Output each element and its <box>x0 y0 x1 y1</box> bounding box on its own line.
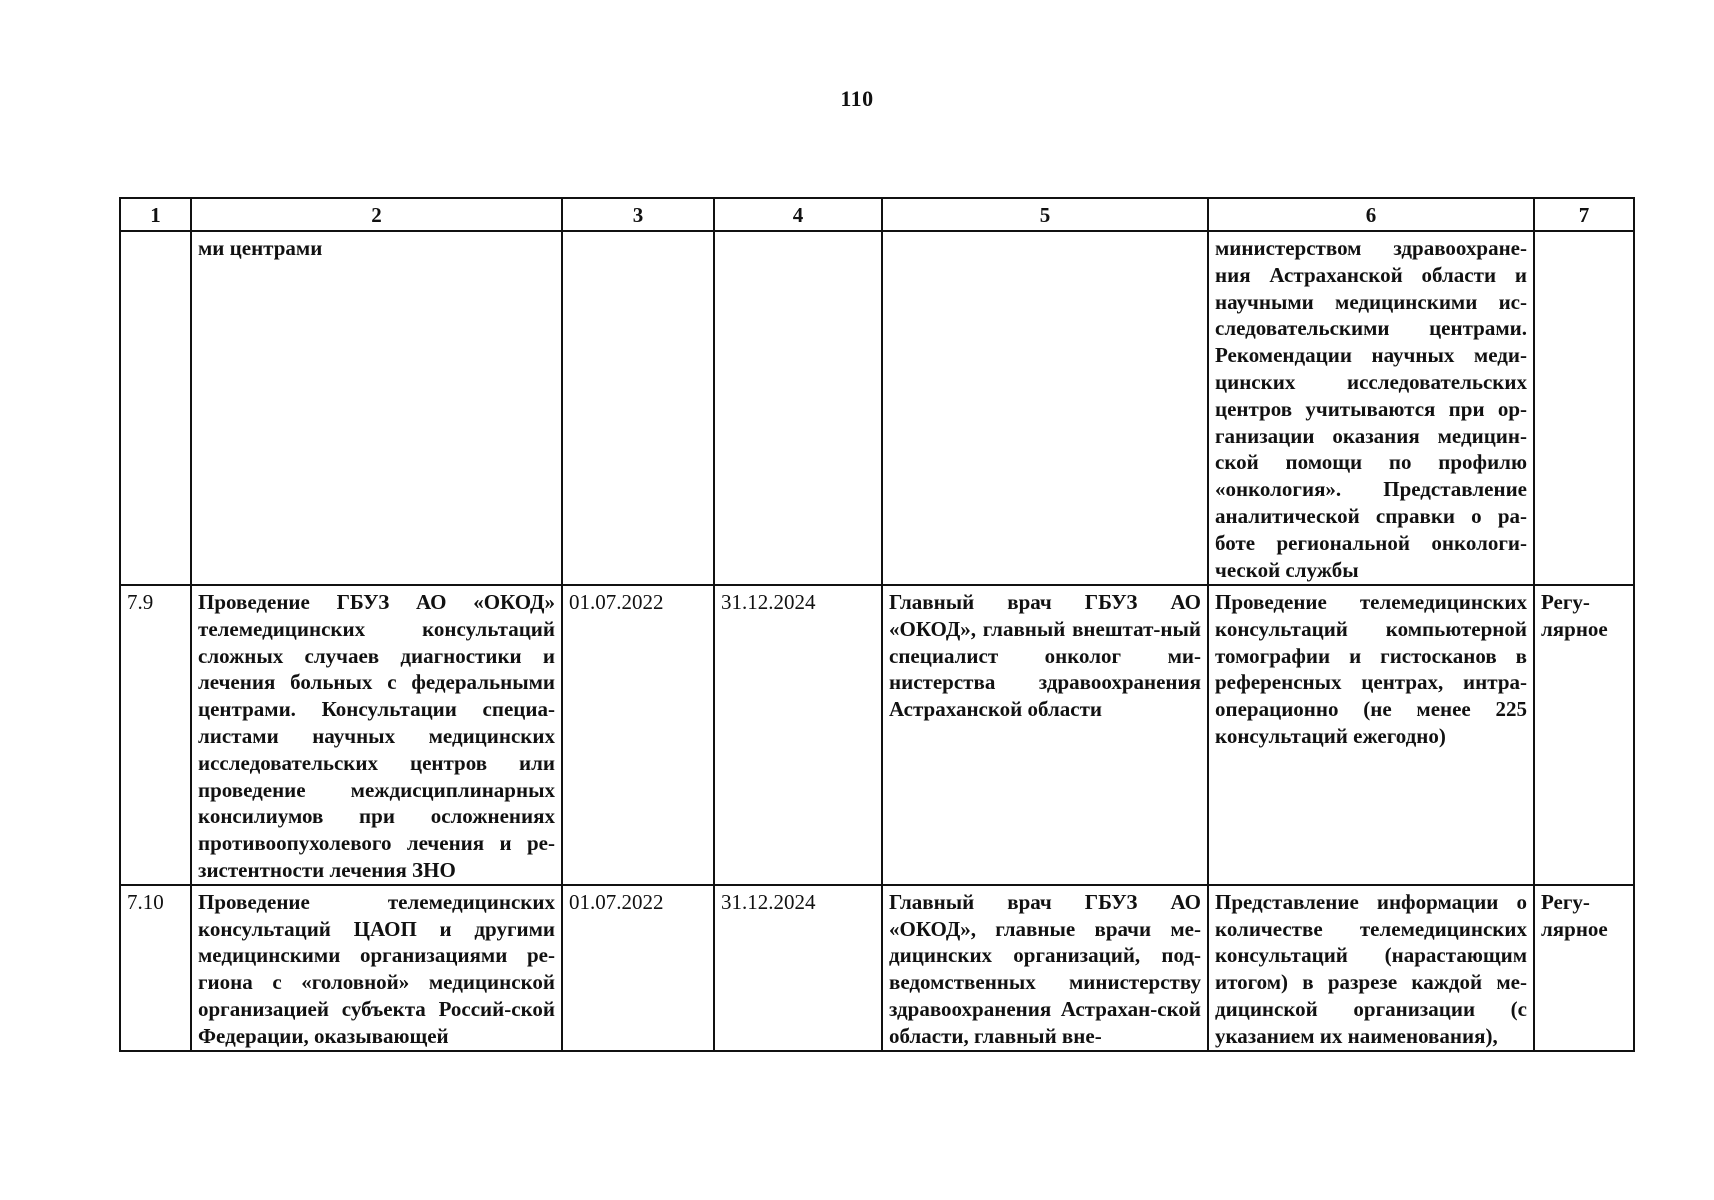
table-row <box>120 585 1634 885</box>
start-date-cell: 01.07.2022 <box>562 885 714 1051</box>
measures-table <box>119 197 1635 1052</box>
responsible-cell: Главный врач ГБУЗ АО «ОКОД», главный внештат-ный специалист онколог ми-нистерства здравоохранения Астраханской области <box>882 585 1208 885</box>
item-number-cell <box>120 231 191 585</box>
result-cell: Проведение телемедицинских консультаций компьютерной томографии и гистосканов в референсных центрах, интра-операционно (не менее 225 консультаций ежегодно) <box>1208 585 1534 885</box>
page-number: 110 <box>840 86 874 111</box>
result-cell: министерством здравоохране-ния Астраханской области и научными медицинскими ис-следовательскими центрами. Рекомендации научных меди-цинских исследовательских центров учитываются при ор-ганизации оказания медицин-ской помощи по профилю «онкология». Представление аналитической справки о ра-боте региональной онкологи-ческой службы <box>1208 231 1534 585</box>
item-number-cell: 7.9 <box>120 585 191 885</box>
type-cell: Регу-лярное <box>1534 885 1634 1051</box>
header-row <box>120 198 1634 231</box>
end-date-cell: 31.12.2024 <box>714 585 882 885</box>
start-date-cell: 01.07.2022 <box>562 585 714 885</box>
table-row <box>120 885 1634 1051</box>
event-cell: ми центрами <box>191 231 562 585</box>
start-date-cell <box>562 231 714 585</box>
type-cell <box>1534 231 1634 585</box>
header-cell-2: 2 <box>191 198 562 231</box>
type-cell: Регу-лярное <box>1534 585 1634 885</box>
responsible-cell: Главный врач ГБУЗ АО «ОКОД», главные врачи ме-дицинских организаций, под-ведомственных министерству здравоохранения Астрахан-ской области, главный вне- <box>882 885 1208 1051</box>
event-cell: Проведение ГБУЗ АО «ОКОД» телемедицинских консультаций сложных случаев диагностики и лечения больных с федеральными центрами. Консультации специа-листами научных медицинских исследовательских центров или проведение междисциплинарных консилиумов при осложнениях противоопухолевого лечения и ре-зистентности лечения ЗНО <box>191 585 562 885</box>
header-cell-3: 3 <box>562 198 714 231</box>
table-row <box>120 231 1634 585</box>
end-date-cell <box>714 231 882 585</box>
header-cell-1: 1 <box>120 198 191 231</box>
header-cell-5: 5 <box>882 198 1208 231</box>
end-date-cell: 31.12.2024 <box>714 885 882 1051</box>
event-cell: Проведение телемедицинских консультаций ЦАОП и другими медицинскими организациями ре-гиона с «головной» медицинской организацией субъекта Россий-ской Федерации, оказывающей <box>191 885 562 1051</box>
header-cell-4: 4 <box>714 198 882 231</box>
result-cell: Представление информации о количестве телемедицинских консультаций (нарастающим итогом) в разрезе каждой ме-дицинской организации (с указанием их наименования), <box>1208 885 1534 1051</box>
responsible-cell <box>882 231 1208 585</box>
item-number-cell: 7.10 <box>120 885 191 1051</box>
header-cell-6: 6 <box>1208 198 1534 231</box>
header-cell-7: 7 <box>1534 198 1634 231</box>
